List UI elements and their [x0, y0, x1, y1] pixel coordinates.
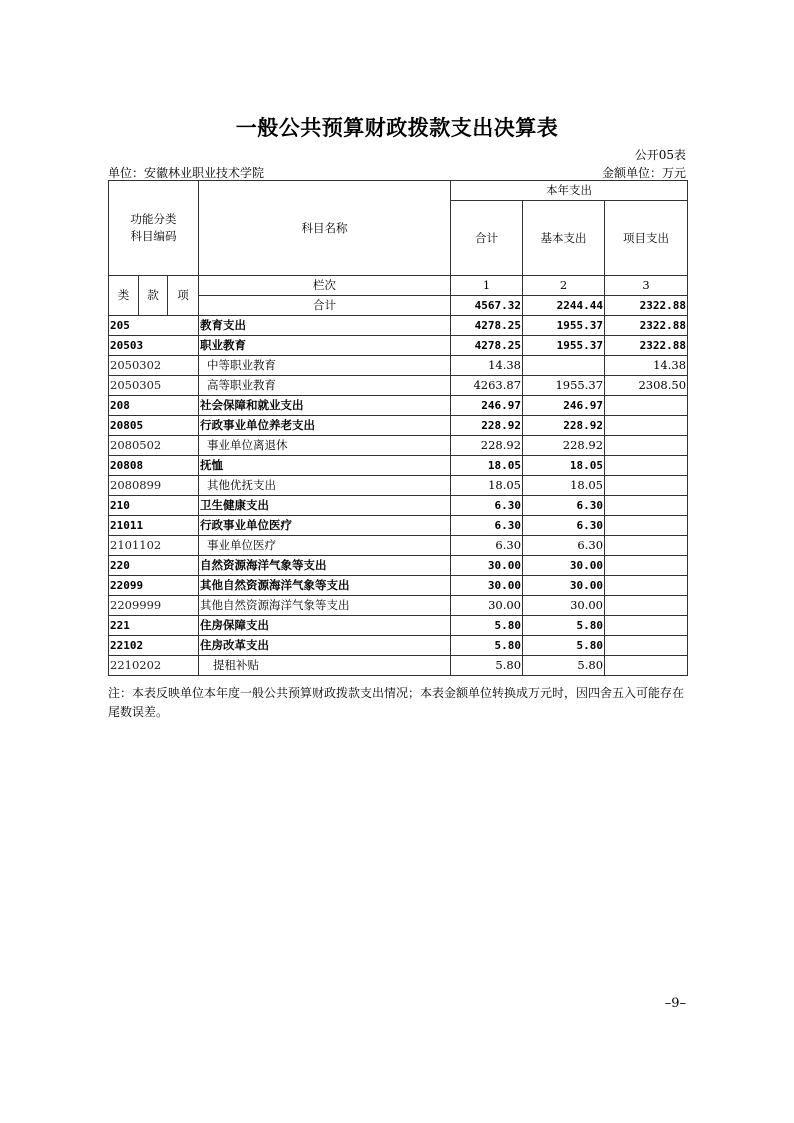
row-total: 30.00	[451, 556, 523, 576]
row-basic: 246.97	[523, 396, 605, 416]
row-code: 20805	[109, 416, 199, 436]
row-code: 208	[109, 396, 199, 416]
row-total: 4263.87	[451, 376, 523, 396]
row-subject-name: 行政事业单位医疗	[199, 516, 451, 536]
table-row	[109, 356, 688, 376]
row-basic	[523, 356, 605, 376]
row-code: 2210202	[109, 656, 199, 676]
row-subject-name: 行政事业单位养老支出	[199, 416, 451, 436]
table-row	[109, 316, 688, 336]
row-subject-name: 卫生健康支出	[199, 496, 451, 516]
table-row	[109, 336, 688, 356]
column-number-row	[109, 276, 688, 296]
row-code: 210	[109, 496, 199, 516]
row-total: 4278.25	[451, 316, 523, 336]
row-basic: 228.92	[523, 416, 605, 436]
current-year-header: 本年支出	[451, 181, 688, 201]
row-total: 228.92	[451, 436, 523, 456]
row-total: 228.92	[451, 416, 523, 436]
row-basic: 6.30	[523, 536, 605, 556]
func-class-line2: 科目编码	[130, 229, 177, 243]
row-subject-name: 住房保障支出	[199, 616, 451, 636]
row-project	[605, 636, 688, 656]
row-subject-name: 其他优抚支出	[199, 476, 451, 496]
row-code: 2080502	[109, 436, 199, 456]
func-class-header	[109, 181, 199, 276]
footnote: 注：本表反映单位本年度一般公共预算财政拨款支出情况；本表金额单位转换成万元时，因四舍五入可能存在尾数误差。	[108, 686, 685, 719]
table-row	[109, 396, 688, 416]
row-basic: 6.30	[523, 516, 605, 536]
table-row	[109, 436, 688, 456]
row-basic: 30.00	[523, 596, 605, 616]
table-row	[109, 616, 688, 636]
row-subject-name: 高等职业教育	[199, 376, 451, 396]
row-total: 6.30	[451, 536, 523, 556]
row-total: 5.80	[451, 616, 523, 636]
row-basic: 30.00	[523, 576, 605, 596]
row-basic: 30.00	[523, 556, 605, 576]
row-project: 2322.88	[605, 316, 688, 336]
row-basic: 1955.37	[523, 376, 605, 396]
row-code: 205	[109, 316, 199, 336]
table-row	[109, 656, 688, 676]
reporting-unit: 单位：安徽林业职业技术学院	[108, 166, 265, 180]
row-subject-name: 抚恤	[199, 456, 451, 476]
row-code: 22099	[109, 576, 199, 596]
amount-unit: 金额单位：万元	[601, 166, 686, 180]
row-basic: 228.92	[523, 436, 605, 456]
xiang-header: 项	[168, 276, 199, 316]
row-project	[605, 656, 688, 676]
row-basic: 6.30	[523, 496, 605, 516]
table-row	[109, 456, 688, 476]
basic-header: 基本支出	[523, 201, 605, 276]
row-total: 5.80	[451, 656, 523, 676]
row-project	[605, 576, 688, 596]
row-project	[605, 496, 688, 516]
expenditure-table	[108, 180, 688, 676]
col3-number: 3	[605, 276, 688, 296]
table-row	[109, 536, 688, 556]
header-row-1	[109, 181, 688, 201]
row-subject-name: 其他自然资源海洋气象等支出	[199, 576, 451, 596]
row-project	[605, 476, 688, 496]
row-total: 6.30	[451, 496, 523, 516]
page-title: 一般公共预算财政拨款支出决算表	[235, 116, 559, 140]
row-total: 30.00	[451, 576, 523, 596]
row-subject-name: 其他自然资源海洋气象等支出	[199, 596, 451, 616]
row-total: 6.30	[451, 516, 523, 536]
sum-label: 合计	[199, 296, 451, 316]
table-row	[109, 556, 688, 576]
row-basic: 1955.37	[523, 336, 605, 356]
total-header: 合计	[451, 201, 523, 276]
row-total: 18.05	[451, 476, 523, 496]
row-code: 2101102	[109, 536, 199, 556]
kuan-header: 款	[139, 276, 168, 316]
row-code: 2050305	[109, 376, 199, 396]
row-code: 21011	[109, 516, 199, 536]
row-basic: 1955.37	[523, 316, 605, 336]
row-basic: 18.05	[523, 476, 605, 496]
row-project: 2308.50	[605, 376, 688, 396]
row-code: 221	[109, 616, 199, 636]
col1-number: 1	[451, 276, 523, 296]
table-row	[109, 376, 688, 396]
row-total: 4278.25	[451, 336, 523, 356]
row-total: 18.05	[451, 456, 523, 476]
table-row	[109, 476, 688, 496]
table-row	[109, 596, 688, 616]
project-header: 项目支出	[605, 201, 688, 276]
row-project: 2322.88	[605, 336, 688, 356]
page-number: –9–	[664, 996, 686, 1011]
row-basic: 5.80	[523, 616, 605, 636]
table-row	[109, 496, 688, 516]
row-code: 2209999	[109, 596, 199, 616]
row-total: 14.38	[451, 356, 523, 376]
row-subject-name: 教育支出	[199, 316, 451, 336]
row-project	[605, 456, 688, 476]
lei-header: 类	[109, 276, 139, 316]
column-number-label: 栏次	[199, 276, 451, 296]
row-project: 14.38	[605, 356, 688, 376]
table-row	[109, 636, 688, 656]
row-project	[605, 396, 688, 416]
row-project	[605, 436, 688, 456]
row-code: 22102	[109, 636, 199, 656]
row-basic: 18.05	[523, 456, 605, 476]
row-code: 20503	[109, 336, 199, 356]
table-row	[109, 576, 688, 596]
row-project	[605, 596, 688, 616]
row-project	[605, 536, 688, 556]
sum-basic: 2244.44	[523, 296, 605, 316]
sum-total: 4567.32	[451, 296, 523, 316]
row-subject-name: 住房改革支出	[199, 636, 451, 656]
func-class-line1: 功能分类	[130, 212, 177, 226]
row-code: 220	[109, 556, 199, 576]
row-total: 246.97	[451, 396, 523, 416]
row-subject-name: 社会保障和就业支出	[199, 396, 451, 416]
row-total: 5.80	[451, 636, 523, 656]
row-project	[605, 616, 688, 636]
table-row	[109, 516, 688, 536]
row-subject-name: 事业单位医疗	[199, 536, 451, 556]
row-subject-name: 职业教育	[199, 336, 451, 356]
row-code: 20808	[109, 456, 199, 476]
row-basic: 5.80	[523, 656, 605, 676]
row-subject-name: 事业单位离退休	[199, 436, 451, 456]
row-total: 30.00	[451, 596, 523, 616]
row-code: 2050302	[109, 356, 199, 376]
row-project	[605, 556, 688, 576]
row-basic: 5.80	[523, 636, 605, 656]
row-project	[605, 416, 688, 436]
row-project	[605, 516, 688, 536]
row-code: 2080899	[109, 476, 199, 496]
sum-project: 2322.88	[605, 296, 688, 316]
form-number: 公开05表	[634, 148, 686, 162]
row-subject-name: 提租补贴	[199, 656, 451, 676]
subject-name-header: 科目名称	[199, 181, 451, 276]
col2-number: 2	[523, 276, 605, 296]
row-subject-name: 自然资源海洋气象等支出	[199, 556, 451, 576]
table-row	[109, 416, 688, 436]
row-subject-name: 中等职业教育	[199, 356, 451, 376]
